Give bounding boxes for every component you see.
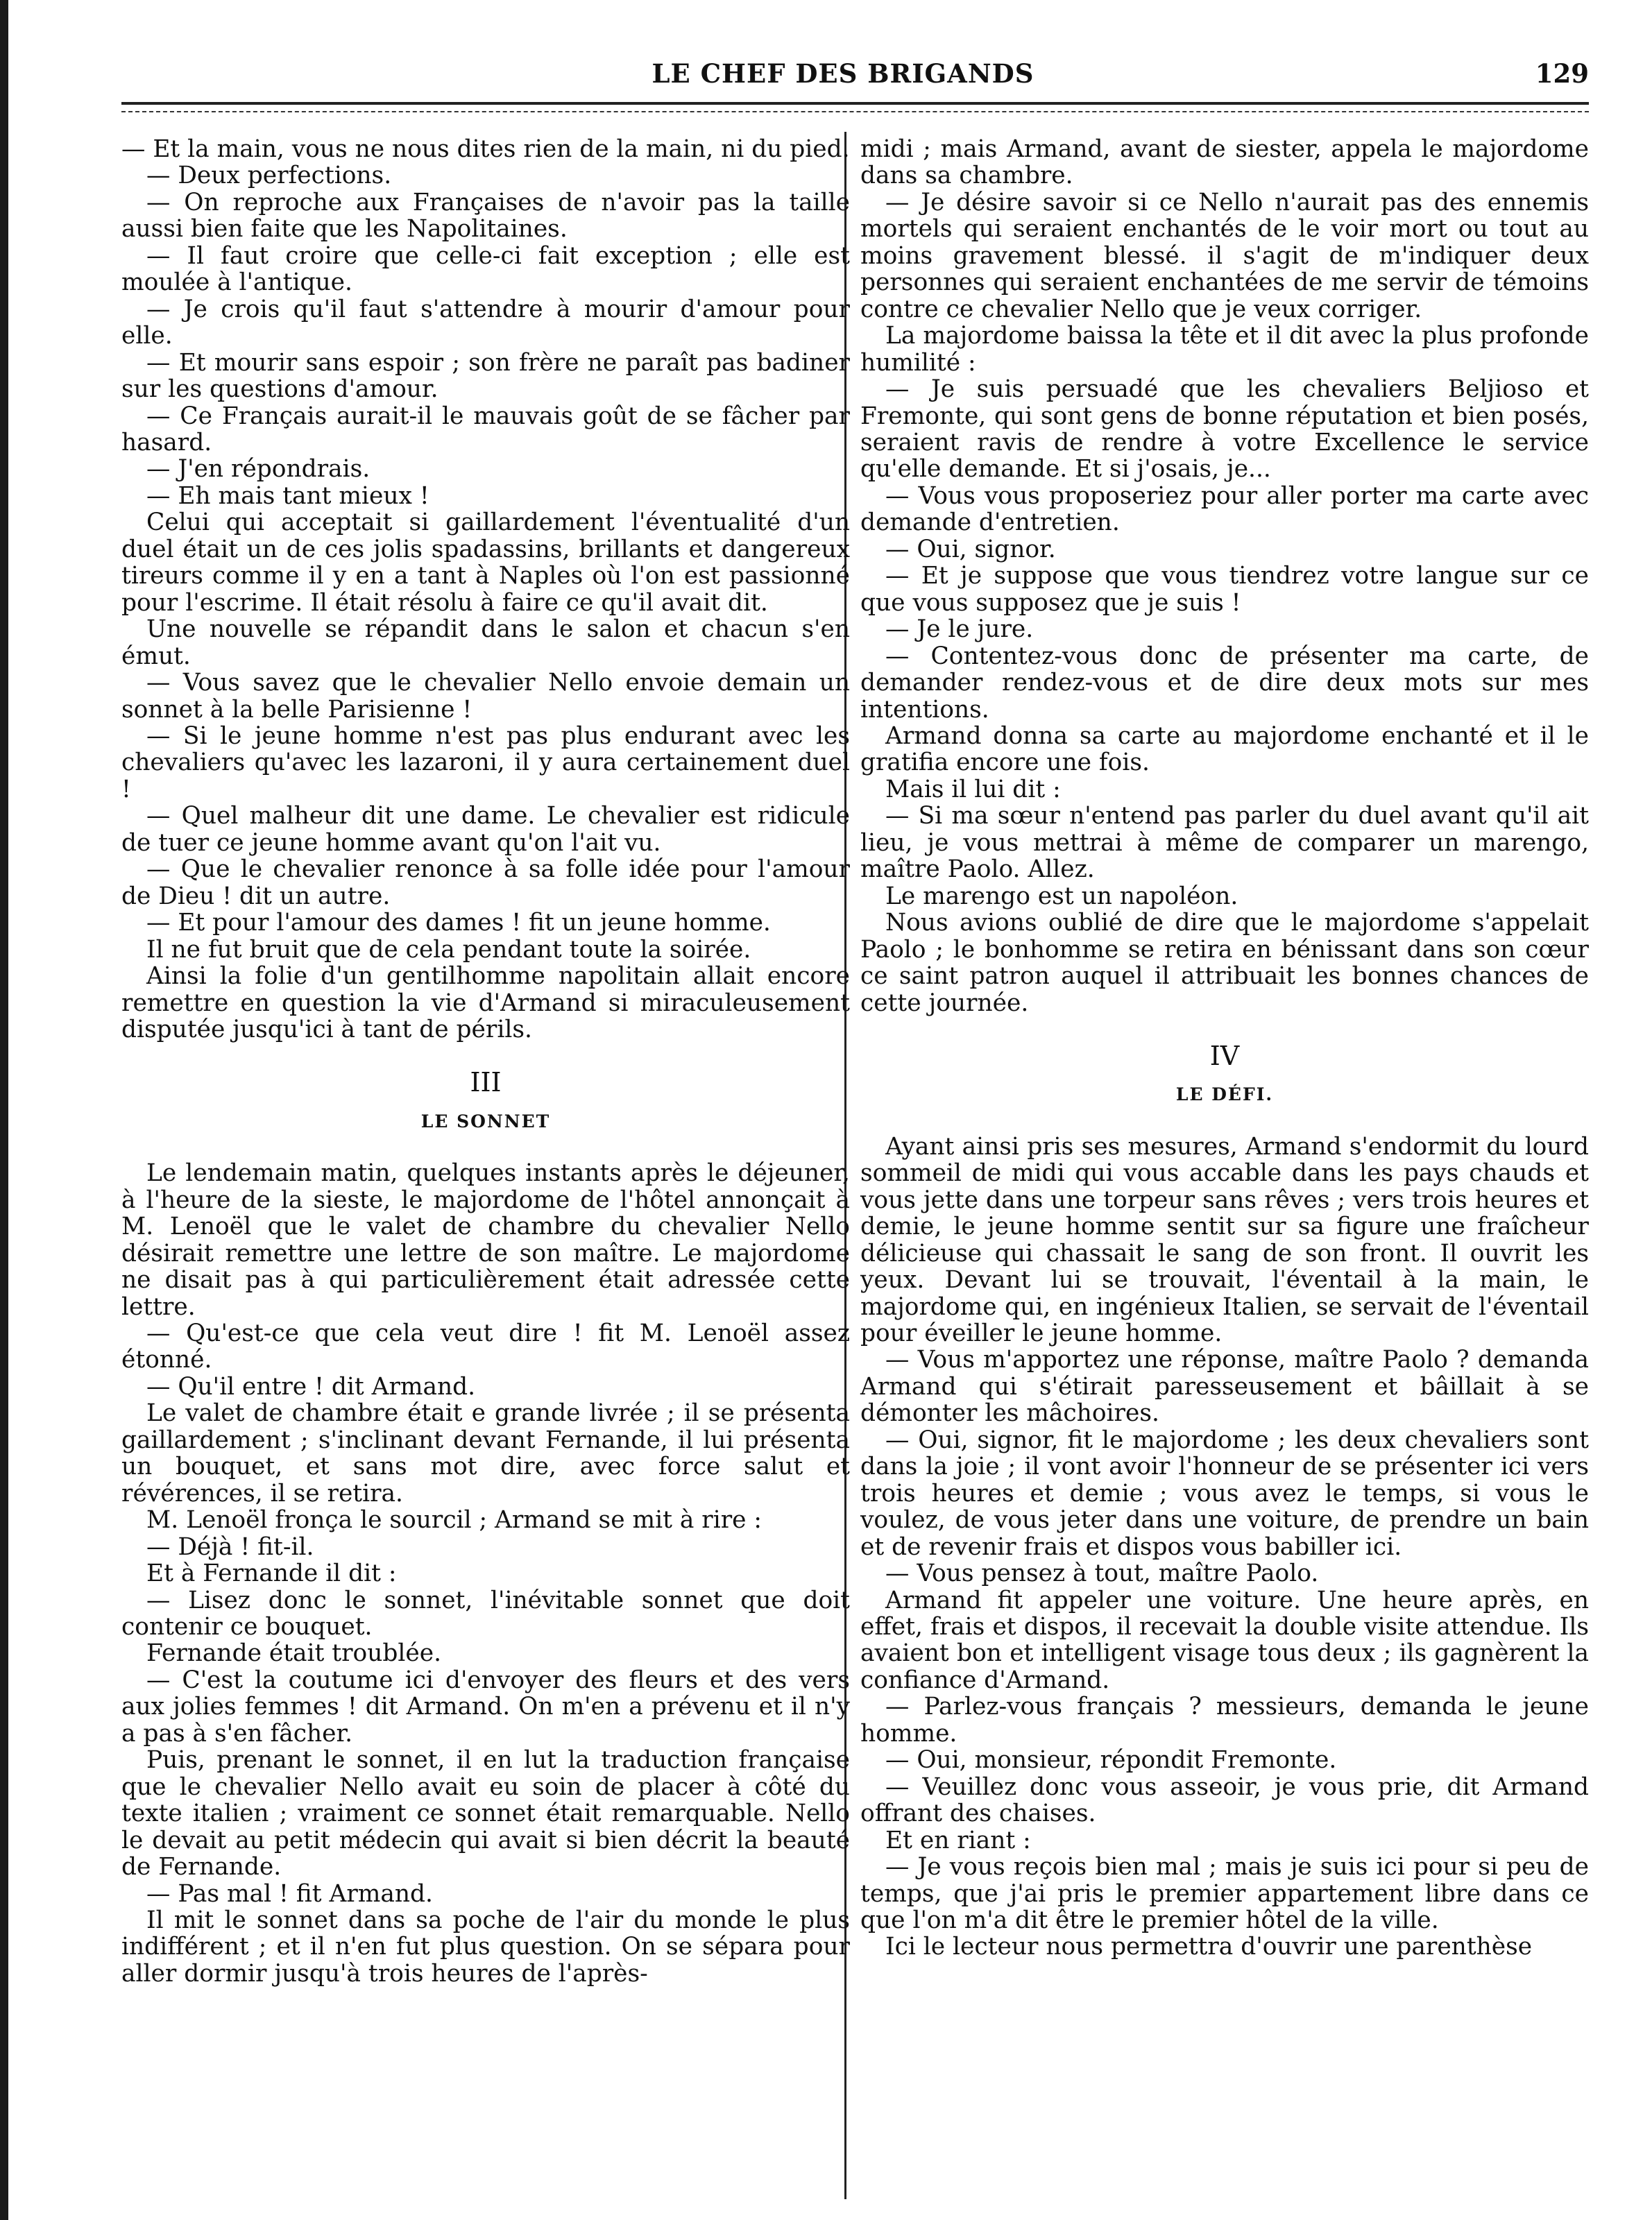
paragraph: — Je vous reçois bien mal ; mais je suis ici pour si peu de temps, que j'ai pris le premier appartement libre dans ce que l'on m'a dit être le premier hôtel de la ville.: [860, 1853, 1589, 1934]
paragraph: Une nouvelle se répandit dans le salon et chacun s'en émut.: [121, 615, 850, 670]
left-column: [121, 136, 850, 1987]
right-text-block-a: [860, 136, 1589, 1016]
paragraph: — Quel malheur dit une dame. Le chevalier est ridicule de tuer ce jeune homme avant qu'on l'ait vu.: [121, 802, 850, 857]
page-edge-shadow: [0, 0, 8, 2220]
paragraph: Fernande était troublée.: [146, 1639, 442, 1668]
paragraph: — Vous savez que le chevalier Nello envoie demain un sonnet à la belle Parisienne !: [121, 669, 850, 724]
right-column: [860, 136, 1589, 1961]
paragraph: Armand donna sa carte au majordome enchanté et il le gratifia encore une fois.: [860, 722, 1589, 777]
chapter-title: LE DÉFI.: [1175, 1084, 1274, 1105]
paragraph: — J'en répondrais.: [146, 455, 371, 484]
chapter-number: IV: [1209, 1040, 1240, 1071]
paragraph: — Vous m'apportez une réponse, maître Paolo ? demanda Armand qui s'étirait paresseusement et bâillait à se démonter les mâchoires.: [860, 1346, 1589, 1428]
paragraph: — Déjà ! fit-il.: [146, 1532, 314, 1561]
right-text-block-b: [860, 1134, 1589, 1961]
paragraph: — Lisez donc le sonnet, l'inévitable sonnet que doit contenir ce bouquet.: [121, 1586, 850, 1641]
left-text-block-a: [121, 136, 850, 1043]
paragraph: Le lendemain matin, quelques instants après le déjeuner, à l'heure de la sieste, le majordome de l'hôtel annonçait à M. Lenoël que le valet de chambre du chevalier Nello désirait remettre une lettre de son maître. Le majordome ne disait pas à qui particulièrement était adressée cette lettre.: [121, 1159, 850, 1321]
paragraph: Ayant ainsi pris ses mesures, Armand s'endormit du lourd sommeil de midi qui vous accable dans les pays chauds et vous jette dans une torpeur sans rêves ; vers trois heures et demie, le jeune homme sentit sur sa figure une fraîcheur délicieuse qui chassait le sang de son front. Il ouvrit les yeux. Devant lui se trouvait, l'éventail à la main, le majordome qui, en ingénieux Italien, se servait de l'éventail pour éveiller le jeune homme.: [860, 1132, 1589, 1348]
paragraph: — Pas mal ! fit Armand.: [146, 1879, 433, 1908]
paragraph: Il mit le sonnet dans sa poche de l'air du monde le plus indifférent ; et il n'en fut plus question. On se sépara pour aller dormir jusqu'à trois heures de l'après-: [121, 1906, 850, 1988]
paragraph: — Oui, monsieur, répondit Fremonte.: [885, 1746, 1337, 1775]
paragraph: — Ce Français aurait-il le mauvais goût de se fâcher par hasard.: [121, 402, 850, 456]
paragraph: Ainsi la folie d'un gentilhomme napolitain allait encore remettre en question la vie d'Armand si miraculeusement disputée jusqu'ici à tant de périls.: [121, 962, 850, 1043]
paragraph: — C'est la coutume ici d'envoyer des fleurs et des vers aux jolies femmes ! dit Armand. On m'en a prévenu et il n'y a pas à s'en fâcher.: [121, 1666, 850, 1748]
paragraph: — Et je suppose que vous tiendrez votre langue sur ce que vous supposez que je suis !: [860, 562, 1589, 617]
paragraph: — Parlez-vous français ? messieurs, demanda le jeune homme.: [860, 1693, 1589, 1748]
paragraph: — Qu'est-ce que cela veut dire ! fit M. Lenoël assez étonné.: [121, 1320, 850, 1374]
paragraph: Mais il lui dit :: [885, 775, 1061, 803]
paragraph: — Et la main, vous ne nous dites rien de la main, ni du pied.: [121, 135, 850, 163]
paragraph: — Et mourir sans espoir ; son frère ne paraît pas badiner sur les questions d'amour.: [121, 348, 850, 404]
chapter-title: LE SONNET: [420, 1111, 551, 1132]
paragraph: Et en riant :: [885, 1826, 1031, 1854]
paragraph: La majordome baissa la tête et il dit avec la plus profonde humilité :: [860, 322, 1589, 377]
paragraph: — Eh mais tant mieux !: [146, 481, 429, 510]
paragraph: — Si ma sœur n'entend pas parler du duel avant qu'il ait lieu, je vous mettrai à même de comparer un marengo, maître Paolo. Allez.: [860, 802, 1589, 884]
paragraph: Nous avions oublié de dire que le majordome s'appelait Paolo ; le bonhomme se retira en bénissant dans son cœur ce saint patron auquel il attribuait les bonnes chances de cette journée.: [860, 909, 1589, 1017]
paragraph: — Il faut croire que celle-ci fait exception ; elle est moulée à l'antique.: [121, 241, 850, 297]
paragraph: Et à Fernande il dit :: [146, 1560, 397, 1588]
paragraph: — Oui, signor, fit le majordome ; les deux chevaliers sont dans la joie ; il vont avoir l'honneur de se présenter ici vers trois heures et demie ; vous avez le temps, si vous le voulez, de vous jeter dans une voiture, de prendre un bain et de revenir frais et dispos vous babiller ici.: [860, 1426, 1589, 1561]
left-text-block-b: [121, 1160, 850, 1987]
paragraph: — Je crois qu'il faut s'attendre à mourir d'amour pour elle.: [121, 295, 850, 350]
paragraph: — Deux perfections.: [146, 162, 392, 190]
chapter-number: III: [470, 1067, 502, 1098]
paragraph: Le valet de chambre était e grande livrée ; il se présenta gaillardement ; s'inclinant devant Fernande, il lui présenta un bouquet, et sans mot dire, avec force salut et révérences, il se retira.: [121, 1399, 850, 1508]
running-header: [97, 58, 1589, 100]
paragraph: Ici le lecteur nous permettra d'ouvrir une parenthèse: [885, 1933, 1533, 1961]
paragraph: M. Lenoël fronça le sourcil ; Armand se mit à rire :: [146, 1506, 763, 1535]
header-rule: [121, 102, 1589, 105]
running-title: LE CHEF DES BRIGANDS: [652, 58, 1034, 89]
paragraph: — Vous vous proposeriez pour aller porter ma carte avec demande d'entretien.: [860, 481, 1589, 537]
paragraph: — Et pour l'amour des dames ! fit un jeune homme.: [146, 909, 771, 937]
paragraph: — Vous pensez à tout, maître Paolo.: [885, 1560, 1319, 1588]
paragraph: — Qu'il entre ! dit Armand.: [146, 1372, 476, 1401]
paragraph: Puis, prenant le sonnet, il en lut la traduction française que le chevalier Nello avait eu soin de placer à côté du texte italien ; vraiment ce sonnet était remarquable. Nello le devait au petit médecin qui avait si bien décrit la beauté de Fernande.: [121, 1746, 850, 1881]
paragraph: Celui qui acceptait si gaillardement l'éventualité d'un duel était un de ces jolis spadassins, brillants et dangereux tireurs comme il y en a tant à Naples où l'on est passionné pour l'escrime. Il était résolu à faire ce qu'il avait dit.: [121, 509, 850, 617]
paragraph: — Contentez-vous donc de présenter ma carte, de demander rendez-vous et de dire deux mots sur mes intentions.: [860, 642, 1589, 724]
paragraph: midi ; mais Armand, avant de siester, appela le majordome dans sa chambre.: [860, 135, 1589, 190]
paragraph: — Je le jure.: [885, 615, 1034, 644]
paragraph: Il ne fut bruit que de cela pendant toute la soirée.: [146, 935, 751, 964]
paragraph: — On reproche aux Françaises de n'avoir pas la taille aussi bien faite que les Napolitaines.: [121, 188, 850, 244]
paragraph: — Oui, signor.: [885, 535, 1056, 563]
paragraph: Le marengo est un napoléon.: [885, 882, 1238, 910]
page-number: 129: [1535, 58, 1589, 89]
paragraph: Armand fit appeler une voiture. Une heure après, en effet, frais et dispos, il recevait la double visite attendue. Ils avaient bon et intelligent visage tous deux ; ils gagnèrent la confiance d'Armand.: [860, 1586, 1589, 1694]
paragraph: — Si le jeune homme n'est pas plus endurant avec les chevaliers qu'avec les lazaroni, il y aura certainement duel !: [121, 722, 850, 803]
paragraph: — Je désire savoir si ce Nello n'aurait pas des ennemis mortels qui seraient enchantés de le voir mort ou tout au moins gravement blessé. il s'agit de m'indiquer deux personnes qui seraient enchantées de me servir de témoins contre ce chevalier Nello que je veux corriger.: [860, 188, 1589, 323]
header-dashed-rule: [121, 111, 1589, 112]
paragraph: — Que le chevalier renonce à sa folle idée pour l'amour de Dieu ! dit un autre.: [121, 855, 850, 910]
paragraph: — Je suis persuadé que les chevaliers Beljioso et Fremonte, qui sont gens de bonne réputation et bien posés, seraient ravis de rendre à votre Excellence le service qu'elle demande. Et si j'osais, je...: [860, 375, 1589, 484]
paragraph: — Veuillez donc vous asseoir, je vous prie, dit Armand offrant des chaises.: [860, 1773, 1589, 1828]
